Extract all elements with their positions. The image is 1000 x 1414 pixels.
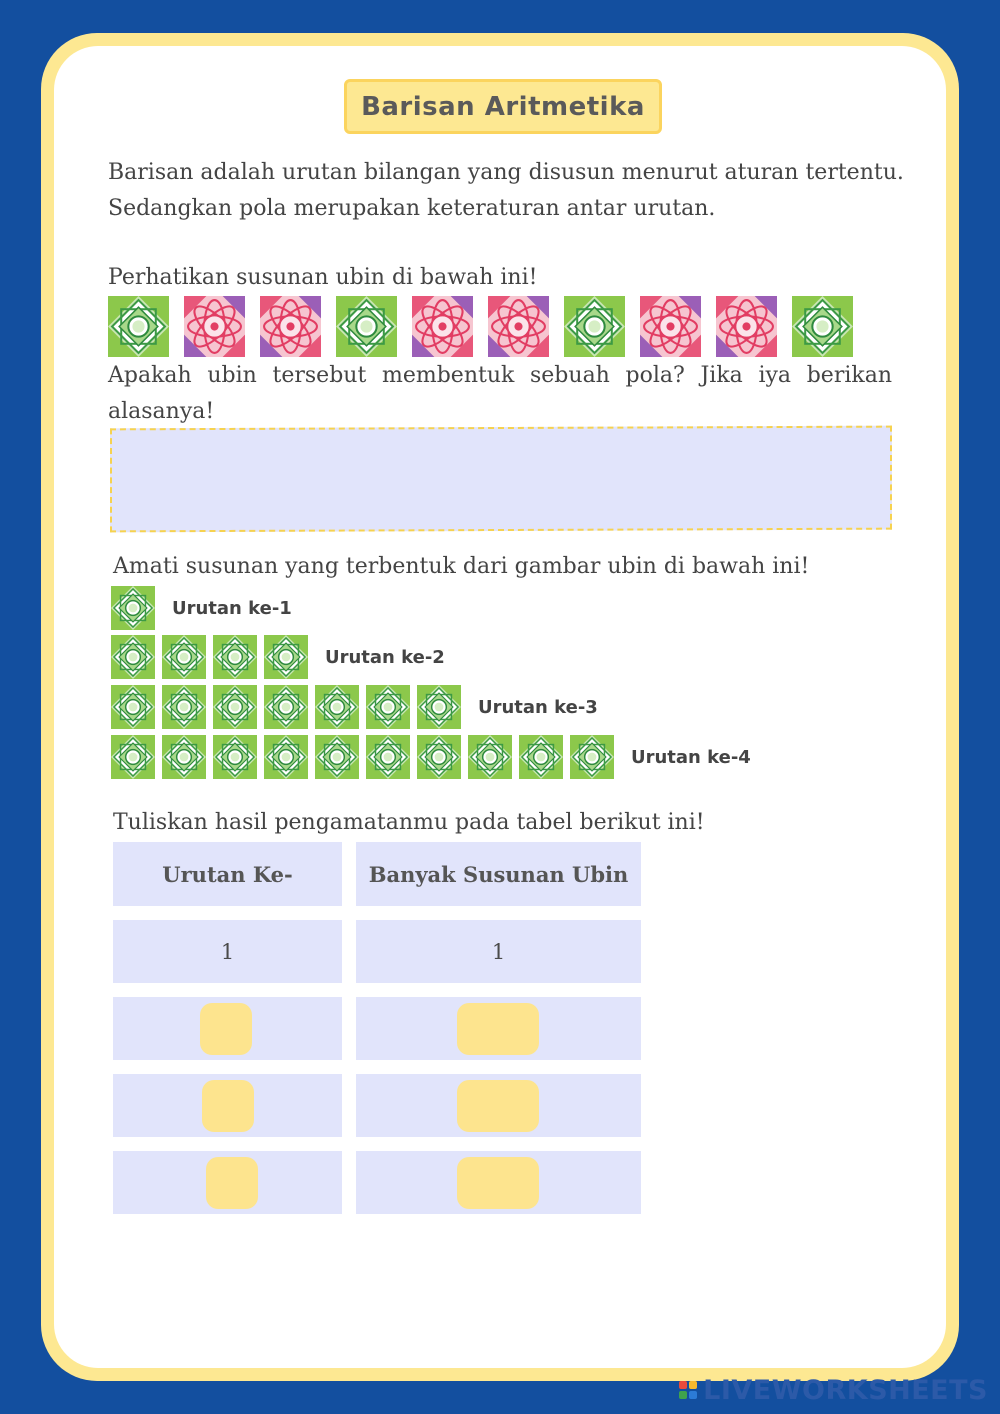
green-geometric-tile-icon <box>162 735 206 779</box>
pink-flower-tile-icon <box>260 296 321 357</box>
green-geometric-tile-icon <box>564 296 625 357</box>
table-cell-banyak-2 <box>356 997 641 1060</box>
table-cell-urutan-1: 1 <box>113 920 342 983</box>
green-geometric-tile-icon <box>366 735 410 779</box>
observe-instruction: Amati susunan yang terbentuk dari gambar ubin di bawah ini! <box>113 554 810 579</box>
green-geometric-tile-icon <box>336 296 397 357</box>
liveworksheets-logo <box>679 1374 988 1406</box>
pattern-question: Apakah ubin tersebut membentuk sebuah pola? Jika iya berikan alasanya! <box>108 363 892 424</box>
header-banyak-ubin: Banyak Susunan Ubin <box>356 842 641 906</box>
answer-textbox[interactable] <box>110 426 892 533</box>
brand-name: LIVEWORKSHEETS <box>703 1374 988 1406</box>
answer-input-banyak-3[interactable] <box>457 1080 539 1132</box>
green-geometric-tile-icon <box>417 685 461 729</box>
pink-flower-tile-icon <box>488 296 549 357</box>
table-cell-banyak-4 <box>356 1151 641 1214</box>
sequence-row-4 <box>111 735 751 779</box>
green-geometric-tile-icon <box>417 735 461 779</box>
green-geometric-tile-icon <box>111 635 155 679</box>
table-cell-banyak-1: 1 <box>356 920 641 983</box>
pink-flower-tile-icon <box>716 296 777 357</box>
green-geometric-tile-icon <box>108 296 169 357</box>
sequence-label: Urutan ke-4 <box>631 746 751 768</box>
intro-text: Barisan adalah urutan bilangan yang disusun menurut aturan tertentu. Sedangkan pola merupakan keteraturan antar urutan. <box>108 160 904 221</box>
table-cell-urutan-4 <box>113 1151 342 1214</box>
green-geometric-tile-icon <box>570 735 614 779</box>
answer-input-urutan-4[interactable] <box>206 1157 258 1209</box>
answer-input-urutan-3[interactable] <box>202 1080 254 1132</box>
green-geometric-tile-icon <box>315 735 359 779</box>
sequence-label: Urutan ke-2 <box>325 646 445 668</box>
tile-pattern-row <box>108 296 853 357</box>
pink-flower-tile-icon <box>640 296 701 357</box>
worksheet-title: Barisan Aritmetika <box>344 79 662 134</box>
table-instruction: Tuliskan hasil pengamatanmu pada tabel berikut ini! <box>113 810 705 835</box>
green-geometric-tile-icon <box>366 685 410 729</box>
green-geometric-tile-icon <box>213 735 257 779</box>
pink-flower-tile-icon <box>184 296 245 357</box>
liveworksheets-icon <box>679 1381 697 1399</box>
green-geometric-tile-icon <box>315 685 359 729</box>
table-cell-urutan-2 <box>113 997 342 1060</box>
green-geometric-tile-icon <box>213 635 257 679</box>
answer-input-urutan-2[interactable] <box>200 1003 252 1055</box>
green-geometric-tile-icon <box>162 635 206 679</box>
green-geometric-tile-icon <box>264 735 308 779</box>
sequence-row-3 <box>111 685 598 729</box>
answer-input-banyak-2[interactable] <box>457 1003 539 1055</box>
table-cell-urutan-3 <box>113 1074 342 1137</box>
sequence-row-2 <box>111 635 445 679</box>
sequence-label: Urutan ke-1 <box>172 597 292 619</box>
green-geometric-tile-icon <box>468 735 512 779</box>
green-geometric-tile-icon <box>162 685 206 729</box>
green-geometric-tile-icon <box>264 635 308 679</box>
sequence-label: Urutan ke-3 <box>478 696 598 718</box>
sequence-row-1 <box>111 586 292 630</box>
green-geometric-tile-icon <box>111 735 155 779</box>
header-urutan: Urutan Ke- <box>113 842 342 906</box>
green-geometric-tile-icon <box>264 685 308 729</box>
tiles-instruction: Perhatikan susunan ubin di bawah ini! <box>108 265 538 290</box>
green-geometric-tile-icon <box>792 296 853 357</box>
green-geometric-tile-icon <box>213 685 257 729</box>
green-geometric-tile-icon <box>111 685 155 729</box>
pink-flower-tile-icon <box>412 296 473 357</box>
green-geometric-tile-icon <box>519 735 563 779</box>
table-cell-banyak-3 <box>356 1074 641 1137</box>
green-geometric-tile-icon <box>111 586 155 630</box>
answer-input-banyak-4[interactable] <box>457 1157 539 1209</box>
